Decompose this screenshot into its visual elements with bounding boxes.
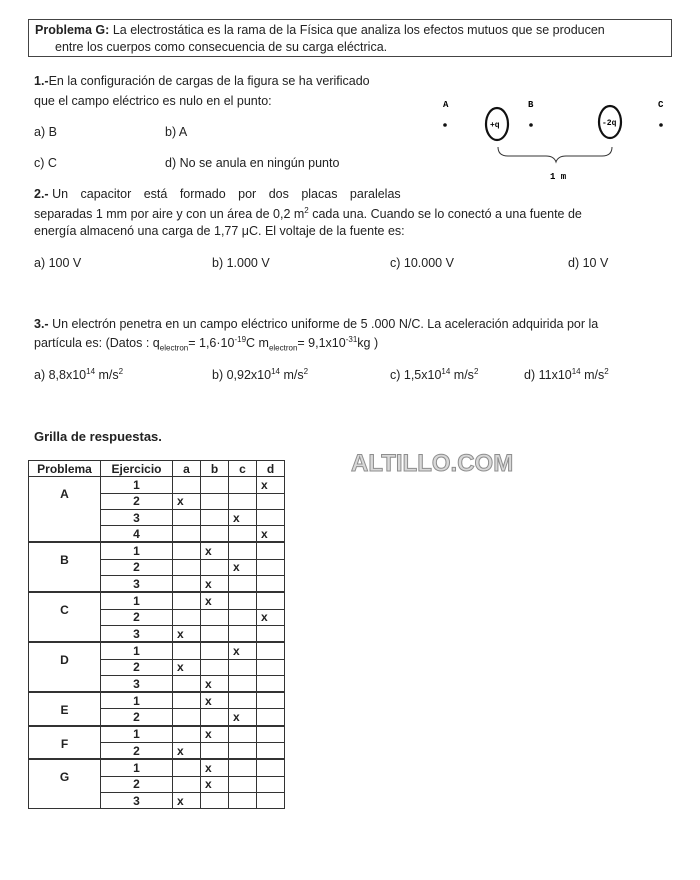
q3-option-d-unit-exp: 2 xyxy=(604,367,609,376)
answer-cell-a xyxy=(173,776,201,792)
answer-cell-d xyxy=(257,559,285,575)
answer-cell-a: x xyxy=(173,659,201,675)
answer-cell-a xyxy=(173,709,201,726)
distance-label: 1 m xyxy=(550,172,567,182)
header-d: d xyxy=(257,461,285,477)
answer-cell-c: x xyxy=(229,559,257,575)
table-body xyxy=(29,477,285,809)
answer-cell-b xyxy=(201,709,229,726)
answer-cell-a xyxy=(173,559,201,575)
q2-line-2 xyxy=(34,206,582,221)
answer-cell-a xyxy=(173,759,201,776)
q2-option-d: d) 10 V xyxy=(568,256,609,270)
q3-suffix: kg ) xyxy=(357,336,379,351)
problem-cell: G xyxy=(29,759,101,808)
answer-cell-a xyxy=(173,509,201,525)
q2-text-2a: separadas 1 mm por aire y con un área de 0,2 m xyxy=(34,207,305,222)
exercise-cell: 2 xyxy=(101,743,173,760)
answer-cell-b xyxy=(201,559,229,575)
q3-option-b xyxy=(212,367,308,382)
answer-cell-c xyxy=(229,792,257,808)
q3-option-b-base: b) 0,92x10 xyxy=(212,368,272,383)
exercise-cell: 1 xyxy=(101,692,173,709)
q1-option-b: b) A xyxy=(165,125,188,139)
exercise-cell: 1 xyxy=(101,642,173,659)
table-row xyxy=(29,542,285,559)
answer-cell-d: x xyxy=(257,477,285,493)
answer-cell-d xyxy=(257,592,285,609)
exercise-cell: 4 xyxy=(101,526,173,543)
answer-cell-c xyxy=(229,542,257,559)
answer-cell-a xyxy=(173,542,201,559)
exercise-cell: 2 xyxy=(101,659,173,675)
q3-option-c-exp: 14 xyxy=(441,367,451,376)
q2-option-c: c) 10.000 V xyxy=(390,256,454,270)
q3-option-a-unit-exp: 2 xyxy=(118,367,124,376)
exercise-cell: 3 xyxy=(101,509,173,525)
answer-cell-b xyxy=(201,792,229,808)
answer-cell-d xyxy=(257,642,285,659)
q3-option-a xyxy=(34,367,123,382)
q2-line-1 xyxy=(34,187,401,201)
q2-option-b: b) 1.000 V xyxy=(212,256,270,270)
q3-text-1: Un electrón penetra en un campo eléctrico uniforme de 5 .000 N/C. La aceleración adquirida por la xyxy=(52,317,599,331)
exercise-cell: 3 xyxy=(101,576,173,593)
answer-cell-b: x xyxy=(201,542,229,559)
q3-sup-2: -31 xyxy=(345,335,358,344)
q3-option-b-unit-exp: 2 xyxy=(303,367,309,376)
answer-cell-d xyxy=(257,792,285,808)
q3-sup-1: -19 xyxy=(234,335,247,344)
answer-cell-a xyxy=(173,477,201,493)
answer-cell-d: x xyxy=(257,526,285,543)
answer-cell-a: x xyxy=(173,792,201,808)
charge-negative-label: -2q xyxy=(602,119,617,128)
q3-option-c-unit: m/s xyxy=(450,368,474,383)
answer-cell-b xyxy=(201,477,229,493)
answer-cell-c: x xyxy=(229,709,257,726)
table-row xyxy=(29,592,285,609)
answer-cell-a: x xyxy=(173,493,201,509)
figure-label-c: C xyxy=(658,100,664,110)
answer-cell-b xyxy=(201,509,229,525)
answer-cell-c xyxy=(229,625,257,642)
answer-cell-c xyxy=(229,609,257,625)
q2-sup: 2 xyxy=(304,206,309,215)
q1-option-d: d) No se anula en ningún punto xyxy=(165,156,340,170)
figure-label-a: A xyxy=(443,100,449,110)
table-row xyxy=(29,726,285,743)
header-problema: Problema xyxy=(29,461,101,477)
q3-option-d-exp: 14 xyxy=(571,367,581,376)
answer-cell-a xyxy=(173,642,201,659)
answer-cell-c xyxy=(229,759,257,776)
header-ejercicio: Ejercicio xyxy=(101,461,173,477)
exercise-cell: 1 xyxy=(101,759,173,776)
q3-sub-1: electron xyxy=(159,343,189,353)
answer-cell-d xyxy=(257,542,285,559)
q2-text-2b: cada una. Cuando se lo conectó a una fuente de xyxy=(308,207,582,222)
answer-cell-c xyxy=(229,659,257,675)
answer-cell-d xyxy=(257,759,285,776)
answer-cell-a xyxy=(173,576,201,593)
table-row xyxy=(29,477,285,493)
answer-cell-a: x xyxy=(173,743,201,760)
q2-text-1: Un capacitor está formado por dos placas paralelas xyxy=(52,187,401,201)
exercise-cell: 2 xyxy=(101,776,173,792)
problem-cell: B xyxy=(29,542,101,592)
q3-option-a-exp: 14 xyxy=(86,367,96,376)
exercise-cell: 1 xyxy=(101,726,173,743)
answer-cell-a xyxy=(173,675,201,692)
answer-cell-d: x xyxy=(257,609,285,625)
watermark-logo: ALTILLO.COM xyxy=(351,450,514,477)
header-c: c xyxy=(229,461,257,477)
figure-label-b: B xyxy=(528,100,534,110)
answer-cell-c xyxy=(229,675,257,692)
q1-text-1: En la configuración de cargas de la figura se ha verificado xyxy=(48,74,370,88)
answer-cell-b: x xyxy=(201,576,229,593)
answer-cell-a xyxy=(173,592,201,609)
answer-cell-b xyxy=(201,625,229,642)
answer-cell-d xyxy=(257,776,285,792)
answer-cell-d xyxy=(257,659,285,675)
answer-cell-a xyxy=(173,726,201,743)
point-a-dot xyxy=(443,123,447,127)
q3-text-2: partícula es: (Datos : q xyxy=(34,336,160,351)
answer-cell-c: x xyxy=(229,509,257,525)
answer-cell-c xyxy=(229,493,257,509)
answer-cell-b: x xyxy=(201,592,229,609)
answer-cell-b: x xyxy=(201,692,229,709)
answer-cell-c xyxy=(229,692,257,709)
q3-line-2 xyxy=(34,335,378,353)
answer-cell-d xyxy=(257,743,285,760)
answer-cell-c xyxy=(229,576,257,593)
answer-cell-d xyxy=(257,493,285,509)
problem-cell: E xyxy=(29,692,101,726)
q3-option-c xyxy=(390,367,478,382)
answer-cell-d xyxy=(257,509,285,525)
problem-header-box xyxy=(28,19,672,57)
q3-option-a-unit: m/s xyxy=(95,368,119,383)
problem-cell: A xyxy=(29,477,101,543)
q1-option-a: a) B xyxy=(34,125,57,139)
header-line-1 xyxy=(35,23,605,37)
answer-cell-b xyxy=(201,526,229,543)
header-text-1: La electrostática es la rama de la Física que analiza los efectos mutuos que se producen xyxy=(112,23,605,37)
table-header-row xyxy=(29,461,285,477)
table-row xyxy=(29,642,285,659)
answer-cell-a xyxy=(173,526,201,543)
answer-cell-d xyxy=(257,576,285,593)
q3-line-1 xyxy=(34,317,598,331)
answer-cell-d xyxy=(257,692,285,709)
answer-cell-c xyxy=(229,526,257,543)
exercise-cell: 1 xyxy=(101,477,173,493)
q3-mid-1: = 1,6·10 xyxy=(188,336,235,351)
q3-option-c-base: c) 1,5x10 xyxy=(390,368,442,383)
exercise-cell: 1 xyxy=(101,592,173,609)
answer-cell-c xyxy=(229,776,257,792)
q3-option-d xyxy=(524,367,609,382)
problem-cell: D xyxy=(29,642,101,692)
header-b: b xyxy=(201,461,229,477)
exercise-cell: 1 xyxy=(101,542,173,559)
q1-line-1 xyxy=(34,74,370,88)
q3-sub-2: electron xyxy=(268,343,298,353)
answer-cell-b xyxy=(201,743,229,760)
answer-cell-b xyxy=(201,493,229,509)
q3-option-c-unit-exp: 2 xyxy=(473,367,479,376)
exercise-cell: 2 xyxy=(101,709,173,726)
exercise-cell: 3 xyxy=(101,792,173,808)
q3-mid-3: = 9,1x10 xyxy=(297,336,346,351)
problem-cell: F xyxy=(29,726,101,760)
answer-cell-d xyxy=(257,709,285,726)
q2-number: 2.- xyxy=(34,187,49,201)
exercise-cell: 2 xyxy=(101,609,173,625)
answer-cell-c xyxy=(229,477,257,493)
answer-cell-b xyxy=(201,609,229,625)
q1-line-2: que el campo eléctrico es nulo en el punto: xyxy=(34,94,272,108)
header-label: Problema G: xyxy=(35,23,110,37)
q1-number: 1.- xyxy=(34,74,49,88)
q3-option-b-unit: m/s xyxy=(279,368,304,383)
answer-cell-c: x xyxy=(229,642,257,659)
q3-option-d-unit: m/s xyxy=(580,368,605,383)
q3-option-a-base: a) 8,8x10 xyxy=(34,368,87,383)
table-row xyxy=(29,692,285,709)
exercise-cell: 2 xyxy=(101,493,173,509)
table-row xyxy=(29,759,285,776)
answer-cell-b: x xyxy=(201,675,229,692)
charge-positive-label: +q xyxy=(490,121,500,130)
problem-cell: C xyxy=(29,592,101,642)
answer-cell-c xyxy=(229,592,257,609)
answer-cell-b xyxy=(201,659,229,675)
answer-cell-a xyxy=(173,692,201,709)
answer-cell-b: x xyxy=(201,726,229,743)
q2-line-3: energía almacenó una carga de 1,77 μC. El voltaje de la fuente es: xyxy=(34,224,405,238)
answer-cell-d xyxy=(257,726,285,743)
answer-cell-a: x xyxy=(173,625,201,642)
answer-cell-b: x xyxy=(201,776,229,792)
header-a: a xyxy=(173,461,201,477)
charges-figure xyxy=(430,92,680,187)
answer-grid-table xyxy=(28,460,285,809)
answer-cell-b: x xyxy=(201,759,229,776)
answer-cell-d xyxy=(257,675,285,692)
q3-mid-2: C m xyxy=(246,336,269,351)
answer-cell-b xyxy=(201,642,229,659)
q3-number: 3.- xyxy=(34,317,49,331)
answer-grid-title: Grilla de respuestas. xyxy=(34,429,162,444)
answer-cell-c xyxy=(229,743,257,760)
exercise-cell: 3 xyxy=(101,625,173,642)
point-b-dot xyxy=(529,123,533,127)
distance-brace xyxy=(498,147,612,162)
answer-cell-a xyxy=(173,609,201,625)
header-line-2: entre los cuerpos como consecuencia de su carga eléctrica. xyxy=(55,40,388,54)
answer-cell-c xyxy=(229,726,257,743)
q3-option-b-exp: 14 xyxy=(271,367,280,376)
q1-option-c: c) C xyxy=(34,156,57,170)
point-c-dot xyxy=(659,123,663,127)
answer-cell-d xyxy=(257,625,285,642)
exercise-cell: 2 xyxy=(101,559,173,575)
q3-option-d-base: d) 11x10 xyxy=(524,368,572,383)
exercise-cell: 3 xyxy=(101,675,173,692)
q2-option-a: a) 100 V xyxy=(34,256,82,270)
